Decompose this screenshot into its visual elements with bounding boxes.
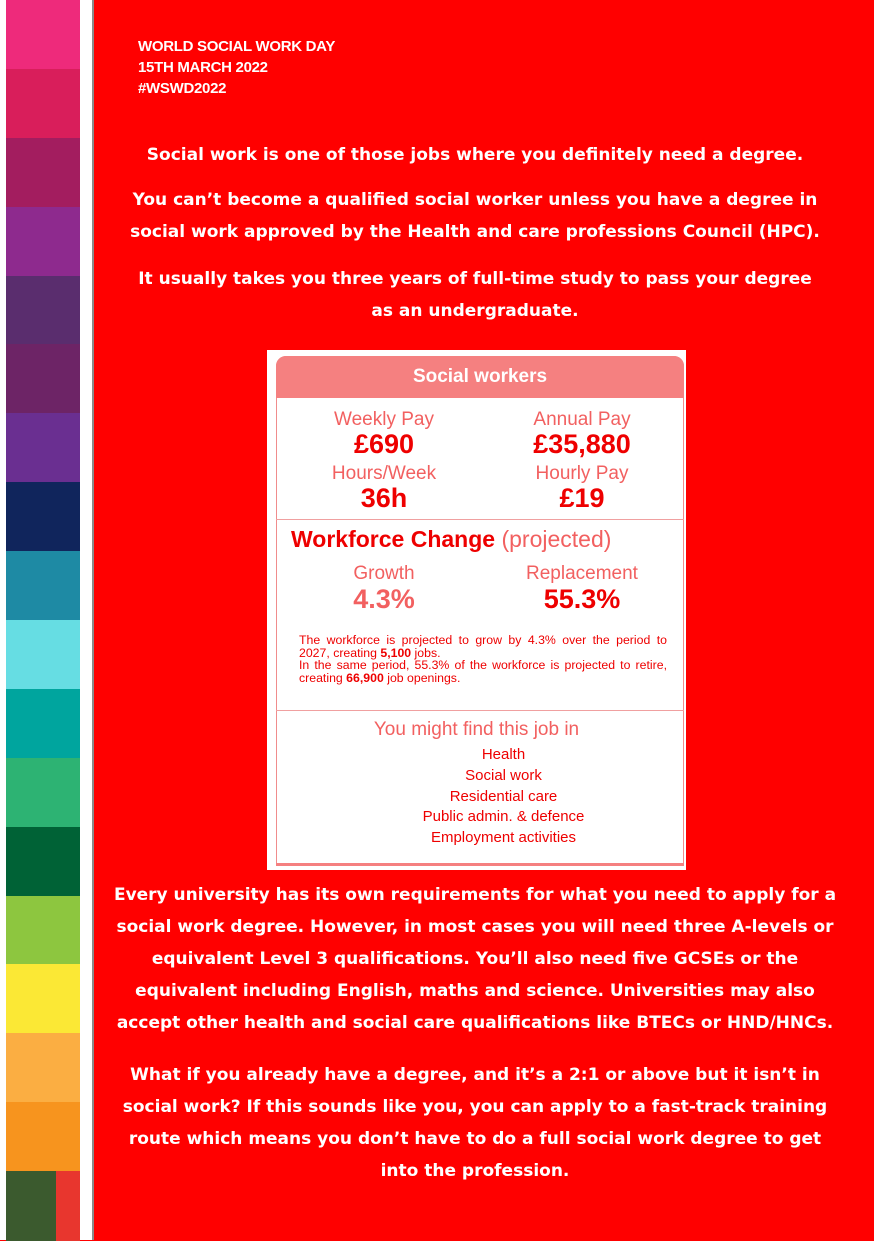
job-info-card [267, 350, 686, 870]
workforce-note [299, 634, 667, 684]
stripe-swatch [6, 827, 80, 897]
stripe-swatch [6, 620, 80, 690]
stripe-swatch [6, 1033, 80, 1103]
stripe-swatch [6, 138, 80, 208]
card-bottom-bar [276, 863, 684, 866]
requirements-line: Every university has its own requirements for what you need to apply for a [113, 885, 837, 905]
stripe-swatch [6, 344, 80, 414]
note-jobs: 5,100 [380, 645, 412, 660]
stripe-swatch [6, 482, 80, 552]
intro-p2-line: You can’t become a qualified social worker unless you have a degree in [132, 190, 818, 210]
header-hashtag: #WSWD2022 [138, 80, 227, 97]
stripe-swatch [6, 69, 80, 139]
fast-track-line: into the profession. [380, 1161, 570, 1181]
find-job-item: Social work [465, 767, 542, 784]
requirements-line: equivalent including English, maths and science. Universities may also [135, 981, 815, 1001]
replacement-value: 55.3% [543, 584, 621, 614]
annual-pay-value: £35,880 [533, 429, 631, 459]
event-header [138, 36, 335, 99]
intro-paragraph-2 [110, 184, 840, 248]
card-divider [276, 519, 684, 520]
stripe-swatch [6, 964, 80, 1034]
header-date: 15TH MARCH 2022 [138, 59, 268, 76]
stripe-divider [92, 0, 94, 1240]
stripe-swatch-accent [56, 1171, 80, 1241]
stripe-swatch [6, 413, 80, 483]
hourly-pay-value: £19 [559, 483, 605, 513]
header-title: WORLD SOCIAL WORK DAY [138, 38, 336, 55]
weekly-pay-value: £690 [353, 429, 415, 459]
growth-value: 4.3% [353, 584, 415, 614]
hours-value: 36h [360, 483, 408, 513]
fast-track-line: social work? If this sounds like you, you can apply to a fast-track training [122, 1097, 828, 1117]
growth-label: Growth [353, 563, 415, 584]
intro-p2-line: social work approved by the Health and care professions Council (HPC). [130, 222, 820, 242]
stripe-swatch [6, 207, 80, 277]
requirements-line: equivalent Level 3 qualifications. You’ll also need five GCSEs or the [151, 949, 799, 969]
replacement-label: Replacement [526, 563, 638, 584]
find-job-item: Employment activities [430, 829, 577, 846]
hourly-pay-label: Hourly Pay [535, 463, 629, 484]
intro-paragraph-3 [110, 263, 840, 327]
colour-stripe-border [0, 0, 94, 1240]
find-job-item: Health [481, 746, 526, 763]
fast-track-paragraph [110, 1059, 840, 1187]
note-text: The workforce is projected to grow by 4.3% over the period to 2027, creating [299, 633, 667, 660]
weekly-pay-label: Weekly Pay [334, 409, 434, 430]
intro-p3-line: as an undergraduate. [371, 301, 579, 321]
intro-paragraph-1 [110, 139, 840, 171]
workforce-title-main: Workforce Change [291, 526, 496, 552]
hours-label: Hours/Week [331, 463, 437, 484]
stripe-swatch [6, 276, 80, 346]
stripe-swatch [6, 1102, 80, 1172]
intro-p3-line: It usually takes you three years of full-time study to pass your degree [138, 269, 812, 289]
requirements-line: accept other health and social care qualifications like BTECs or HND/HNCs. [116, 1013, 834, 1033]
find-job-item: Public admin. & defence [422, 808, 585, 825]
note-text: In the same period, 55.3% of the workforce is projected to retire, creating [299, 658, 667, 685]
fast-track-line: route which means you don’t have to do a full social work degree to get [128, 1129, 822, 1149]
annual-pay-label: Annual Pay [533, 409, 631, 430]
stripe-swatch [6, 689, 80, 759]
intro-p1-text: Social work is one of those jobs where you definitely need a degree. [146, 145, 804, 165]
stripe-swatch [6, 551, 80, 621]
find-job-title: You might find this job in [373, 719, 580, 740]
requirements-line: social work degree. However, in most cases you will need three A-levels or [116, 917, 834, 937]
stripe-swatch [6, 758, 80, 828]
stripe-swatch [6, 0, 80, 70]
workforce-title [291, 526, 611, 553]
note-openings: 66,900 [346, 670, 384, 685]
fast-track-line: What if you already have a degree, and it’s a 2:1 or above but it isn’t in [130, 1065, 820, 1085]
card-title: Social workers [276, 356, 684, 398]
colour-stripe [6, 0, 80, 1240]
find-job-item: Residential care [449, 788, 558, 805]
note-text: job openings. [383, 670, 461, 685]
workforce-title-sub: (projected) [501, 526, 612, 552]
note-text: jobs. [411, 645, 441, 660]
stripe-swatch [6, 896, 80, 966]
card-divider [276, 710, 684, 711]
requirements-paragraph [110, 879, 840, 1039]
